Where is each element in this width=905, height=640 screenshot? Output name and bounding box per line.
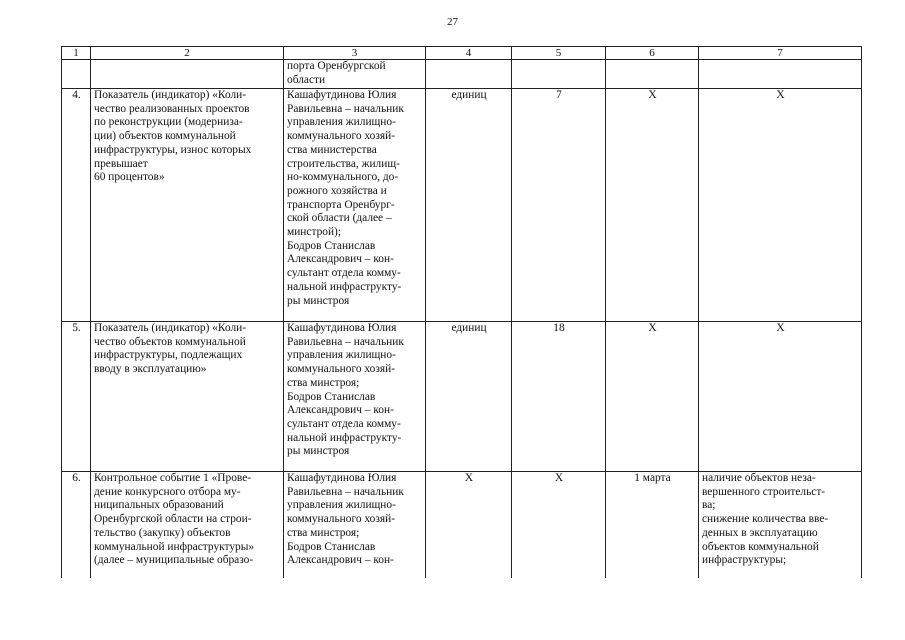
row-number: 5. [62,322,91,472]
table-row [62,472,862,579]
note-cell: наличие объектов неза- вершенного строительст- ва; снижение количества вве- денных в эксплуатацию объектов коммунальной инфраструктуры; [699,472,862,579]
responsible-cell: порта Оренбургской области [284,60,426,89]
value-cell [512,60,606,89]
deadline-cell: 1 марта [606,472,699,579]
column-number: 5 [512,47,606,60]
unit-cell: единиц [426,322,512,472]
unit-cell: X [426,472,512,579]
deadline-cell [606,60,699,89]
value-cell: 18 [512,322,606,472]
responsible-cell: Кашафутдинова Юлия Равильевна – начальник управления жилищно- коммунального хозяй- ства минстроя; Бодров Станислав Александрович – кон- сультант отдела комму- нальной инфраструкту- ры минстроя [284,322,426,472]
page-number: 27 [447,16,458,28]
note-cell [699,60,862,89]
indicator-cell: Контрольное событие 1 «Прове- дение конкурсного отбора му- ниципальных образований Оренбургской области на строи- тельство (закупку) объектов коммунальной инфраструктуры» (далее – муниципальные образо- [91,472,284,579]
table-row [62,60,862,89]
responsible-cell: Кашафутдинова Юлия Равильевна – начальник управления жилищно- коммунального хозяй- ства министерства строительства, жилищ- но-коммунального, до- рожного хозяйства и транспорта Оренбург- ской области (далее – минстрой); Бодров Станислав Александрович – кон- сультант отдела комму- нальной инфраструкту- ры минстроя [284,89,426,322]
value-cell: 7 [512,89,606,322]
column-number: 7 [699,47,862,60]
row-number: 4. [62,89,91,322]
table-row [62,89,862,322]
unit-cell: единиц [426,89,512,322]
indicator-cell [91,60,284,89]
row-number: 6. [62,472,91,579]
column-numbers-row [62,47,862,60]
deadline-cell: X [606,89,699,322]
indicator-cell: Показатель (индикатор) «Коли- чество объектов коммунальной инфраструктуры, подлежащих вводу в эксплуатацию» [91,322,284,472]
column-number: 2 [91,47,284,60]
plan-table [61,46,862,578]
value-cell: X [512,472,606,579]
indicator-cell: Показатель (индикатор) «Коли- чество реализованных проектов по реконструкции (модерниза- ции) объектов коммунальной инфраструктуры, износ которых превышает 60 процентов» [91,89,284,322]
column-number: 1 [62,47,91,60]
row-number [62,60,91,89]
column-number: 3 [284,47,426,60]
note-cell: X [699,89,862,322]
responsible-cell: Кашафутдинова Юлия Равильевна – начальник управления жилищно- коммунального хозяй- ства минстроя; Бодров Станислав Александрович – кон- [284,472,426,579]
column-number: 6 [606,47,699,60]
column-number: 4 [426,47,512,60]
note-cell: X [699,322,862,472]
table-row [62,322,862,472]
deadline-cell: X [606,322,699,472]
unit-cell [426,60,512,89]
